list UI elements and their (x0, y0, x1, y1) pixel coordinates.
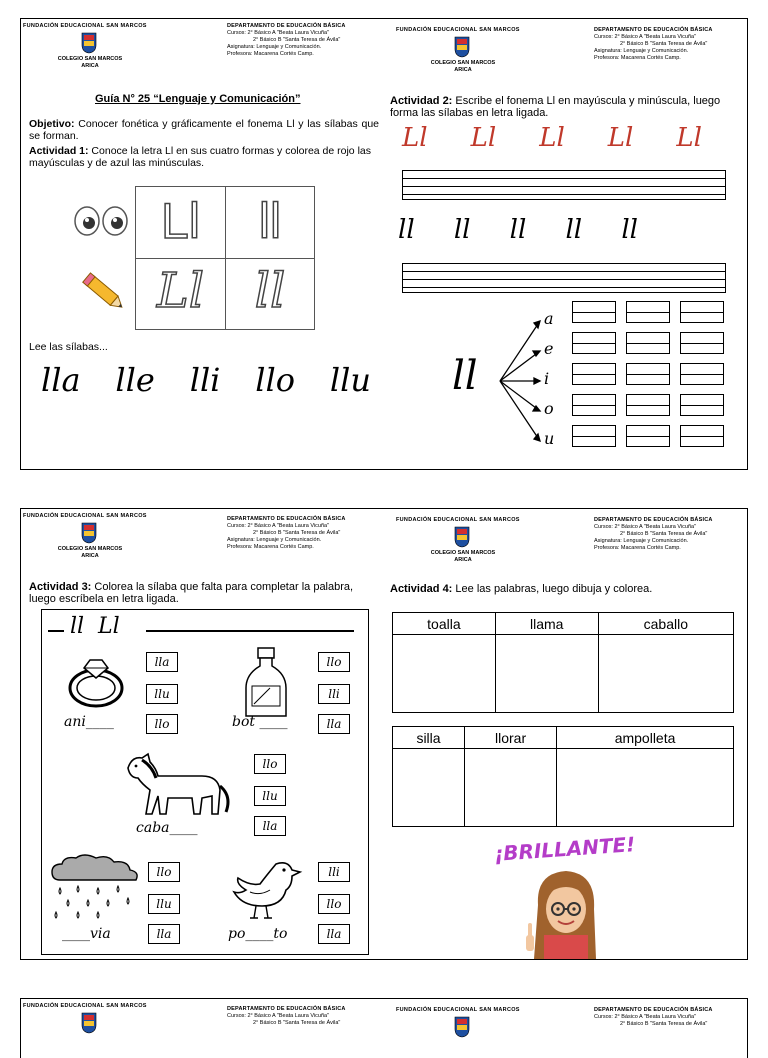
upper-ll-row (402, 123, 702, 153)
read-syllables-label: Lee las sílabas... (29, 341, 108, 353)
foundation-name: FUNDACIÓN EDUCACIONAL SAN MARCOS (23, 513, 147, 519)
ring-word: ani____ (64, 714, 114, 730)
school-crest-icon (81, 1012, 97, 1034)
school-city: ARICA (454, 67, 472, 73)
lower-ll-row (398, 215, 638, 245)
subject-line: Asignatura: Lenguaje y Comunicación. (594, 48, 689, 54)
upper-ll-sample: Ll (539, 123, 565, 153)
foundation-name: FUNDACIÓN EDUCACIONAL SAN MARCOS (396, 1007, 520, 1013)
lower-ll-sample: ll (509, 215, 527, 245)
drawing-area[interactable] (465, 749, 557, 827)
drawing-area[interactable] (495, 635, 598, 713)
upper-ll-sample: Ll (676, 123, 702, 153)
bottle-option-lli[interactable]: lli (318, 684, 350, 704)
foundation-name: FUNDACIÓN EDUCACIONAL SAN MARCOS (23, 1003, 147, 1009)
header-info (227, 23, 346, 58)
teacher-line: Profesora: Macarena Cortés Camp. (227, 51, 314, 57)
department-name: DEPARTAMENTO DE EDUCACIÓN BÁSICA (227, 516, 346, 522)
bottle-word: bot ____ (232, 714, 288, 730)
header-info (594, 1007, 713, 1028)
school-name: COLEGIO SAN MARCOS (430, 550, 496, 556)
school-crest-icon (81, 32, 97, 54)
activity-2-text: Escribe el fonema Ll en mayúscula y minúscula, luego forma las sílabas en letra ligada. (390, 95, 721, 119)
worksheet-page-5 (20, 998, 384, 1058)
activity-2-paragraph (390, 95, 740, 119)
foundation-name: FUNDACIÓN EDUCACIONAL SAN MARCOS (23, 23, 147, 29)
worksheet-page-6 (384, 998, 748, 1058)
objective-paragraph (29, 118, 379, 142)
word-cell: llama (495, 613, 598, 635)
activity-3-text: Colorea la sílaba que falta para completar la palabra, luego escríbela en letra ligada. (29, 581, 354, 605)
courses-line-1: Cursos: 2° Básico A "Beata Laura Vicuña" (594, 524, 697, 530)
activity-4-paragraph (390, 583, 740, 595)
worksheet-page-1 (20, 18, 384, 470)
chick-option-lla[interactable]: lla (318, 924, 350, 944)
word-cell: ampolleta (557, 727, 734, 749)
header-info (227, 516, 346, 551)
teacher-line: Profesora: Macarena Cortés Camp. (594, 545, 681, 551)
school-city: ARICA (81, 553, 99, 559)
department-name: DEPARTAMENTO DE EDUCACIÓN BÁSICA (227, 23, 346, 29)
word-cell: llorar (465, 727, 557, 749)
school-name: COLEGIO SAN MARCOS (430, 60, 496, 66)
header-info (594, 517, 713, 552)
syllable-branches-icon (496, 309, 546, 449)
courses-line-1: Cursos: 2° Básico A "Beata Laura Vicuña" (227, 30, 330, 36)
rain-option-llu[interactable]: llu (148, 894, 180, 914)
drawing-area[interactable] (393, 749, 465, 827)
department-name: DEPARTAMENTO DE EDUCACIÓN BÁSICA (594, 517, 713, 523)
courses-line-2: 2° Básico B "Santa Teresa de Ávila" (620, 41, 708, 47)
school-city: ARICA (454, 557, 472, 563)
school-crest-icon (454, 36, 470, 58)
activity-3-paragraph (29, 581, 379, 605)
page-title: Guía N° 25 “Lenguaje y Comunicación” (95, 93, 301, 105)
activity-4-text: Lee las palabras, luego dibuja y colorea. (452, 583, 653, 595)
rain-word: ____via (62, 926, 111, 942)
courses-line-1: Cursos: 2° Básico A "Beata Laura Vicuña" (594, 34, 697, 40)
foundation-name: FUNDACIÓN EDUCACIONAL SAN MARCOS (396, 517, 520, 523)
syllable-llo: llo (255, 361, 296, 399)
lower-ll-sample: ll (453, 215, 471, 245)
vowel-e: e (544, 339, 554, 358)
lower-ll-sample: ll (565, 215, 583, 245)
subject-line: Asignatura: Lenguaje y Comunicación. (594, 538, 689, 544)
school-city: ARICA (81, 63, 99, 69)
chick-icon (226, 856, 304, 922)
grid-upper-print[interactable]: Ll (161, 193, 200, 249)
letters-header-line (48, 614, 356, 640)
activity-1-label: Actividad 1: (29, 145, 89, 157)
activity-3-label: Actividad 3: (29, 581, 92, 593)
letter-forms-grid (135, 186, 315, 330)
upper-ll-sample: Ll (470, 123, 497, 153)
worksheet-page-4 (384, 508, 748, 960)
ring-option-lla[interactable]: lla (146, 652, 178, 672)
pencil-icon (81, 271, 129, 315)
drawing-area[interactable] (393, 635, 496, 713)
grid-lower-cursive[interactable]: ll (254, 263, 286, 319)
rain-option-llo[interactable]: llo (148, 862, 180, 882)
syllable-lle: lle (115, 361, 155, 399)
ring-icon (66, 654, 130, 712)
courses-line-1: Cursos: 2° Básico A "Beata Laura Vicuña" (594, 1014, 697, 1020)
grid-lower-print[interactable]: ll (258, 193, 282, 249)
vowel-u: u (544, 429, 555, 448)
horse-option-lla[interactable]: lla (254, 816, 286, 836)
school-crest-icon (454, 1016, 470, 1038)
teacher-avatar (516, 865, 612, 959)
word-cell: caballo (598, 613, 733, 635)
activity-1-text: Conoce la letra Ll en sus cuatro formas y colorea de rojo las mayúsculas y de azul las minúsculas. (29, 145, 371, 169)
writing-lines-lower[interactable] (402, 263, 726, 293)
activity-3-frame (41, 609, 369, 955)
activity-1-paragraph (29, 145, 379, 169)
teacher-line: Profesora: Macarena Cortés Camp. (227, 544, 314, 550)
vowel-i: i (544, 369, 550, 388)
syllable-lla: lla (41, 361, 81, 399)
school-name: COLEGIO SAN MARCOS (57, 56, 123, 62)
drawing-area[interactable] (598, 635, 733, 713)
horse-word: caba____ (136, 820, 198, 836)
courses-line-1: Cursos: 2° Básico A "Beata Laura Vicuña" (227, 523, 330, 529)
bottle-option-llo[interactable]: llo (318, 652, 350, 672)
subject-line: Asignatura: Lenguaje y Comunicación. (227, 537, 322, 543)
school-name: COLEGIO SAN MARCOS (57, 546, 123, 552)
courses-line-2: 2° Básico B "Santa Teresa de Ávila" (620, 531, 708, 537)
activity-4-label: Actividad 4: (390, 583, 453, 595)
courses-line-1: Cursos: 2° Básico A "Beata Laura Vicuña" (227, 1013, 330, 1019)
school-crest-icon (81, 522, 97, 544)
department-name: DEPARTAMENTO DE EDUCACIÓN BÁSICA (594, 1007, 713, 1013)
horse-icon (122, 750, 232, 820)
upper-ll-sample: Ll (607, 123, 634, 153)
chick-option-lli[interactable]: lli (318, 862, 350, 882)
vowel-a: a (544, 309, 554, 328)
foundation-name: FUNDACIÓN EDUCACIONAL SAN MARCOS (396, 27, 520, 33)
department-name: DEPARTAMENTO DE EDUCACIÓN BÁSICA (594, 27, 713, 33)
department-name: DEPARTAMENTO DE EDUCACIÓN BÁSICA (227, 1006, 346, 1012)
draw-table-2 (392, 726, 734, 827)
word-cell: silla (393, 727, 465, 749)
drawing-area[interactable] (557, 749, 734, 827)
syllable-answer-grid[interactable] (572, 301, 724, 453)
chick-word: po____to (228, 926, 288, 942)
bottle-icon (240, 646, 292, 722)
school-crest-icon (454, 526, 470, 548)
syllable-llu: llu (329, 361, 371, 399)
letters-header: ll Ll (70, 614, 120, 639)
courses-line-2: 2° Básico B "Santa Teresa de Ávila" (253, 37, 341, 43)
syllable-lli: lli (189, 361, 221, 399)
lower-ll-sample: ll (621, 215, 638, 245)
draw-table-1 (392, 612, 734, 713)
lower-ll-sample: ll (398, 215, 415, 245)
vowel-o: o (544, 399, 554, 418)
horse-option-llu[interactable]: llu (254, 786, 286, 806)
grid-upper-cursive[interactable]: Ll (156, 263, 205, 319)
word-cell: toalla (393, 613, 496, 635)
upper-ll-sample: Ll (402, 123, 428, 153)
tree-root-ll: ll (452, 353, 478, 399)
worksheet-page-3 (20, 508, 384, 960)
teacher-line: Profesora: Macarena Cortés Camp. (594, 55, 681, 61)
ring-option-llu[interactable]: llu (146, 684, 178, 704)
rain-cloud-icon (48, 854, 144, 922)
worksheet-page-2 (384, 18, 748, 470)
objective-label: Objetivo: (29, 118, 75, 130)
chick-option-llo[interactable]: llo (318, 894, 350, 914)
activity-2-label: Actividad 2: (390, 95, 453, 107)
writing-lines-upper[interactable] (402, 170, 726, 200)
horse-option-llo[interactable]: llo (254, 754, 286, 774)
eyes-icon (73, 205, 129, 237)
courses-line-2: 2° Básico B "Santa Teresa de Ávila" (253, 1020, 341, 1026)
brillante-badge: ¡BRILLANTE! (493, 832, 637, 866)
ring-option-llo[interactable]: llo (146, 714, 178, 734)
bottle-option-lla[interactable]: lla (318, 714, 350, 734)
syllables-row (41, 361, 371, 399)
subject-line: Asignatura: Lenguaje y Comunicación. (227, 44, 322, 50)
courses-line-2: 2° Básico B "Santa Teresa de Ávila" (620, 1021, 708, 1027)
courses-line-2: 2° Básico B "Santa Teresa de Ávila" (253, 530, 341, 536)
objective-text: Conocer fonética y gráficamente el fonema Ll y las sílabas que se forman. (29, 118, 379, 142)
rain-option-lla[interactable]: lla (148, 924, 180, 944)
header-info (594, 27, 713, 62)
